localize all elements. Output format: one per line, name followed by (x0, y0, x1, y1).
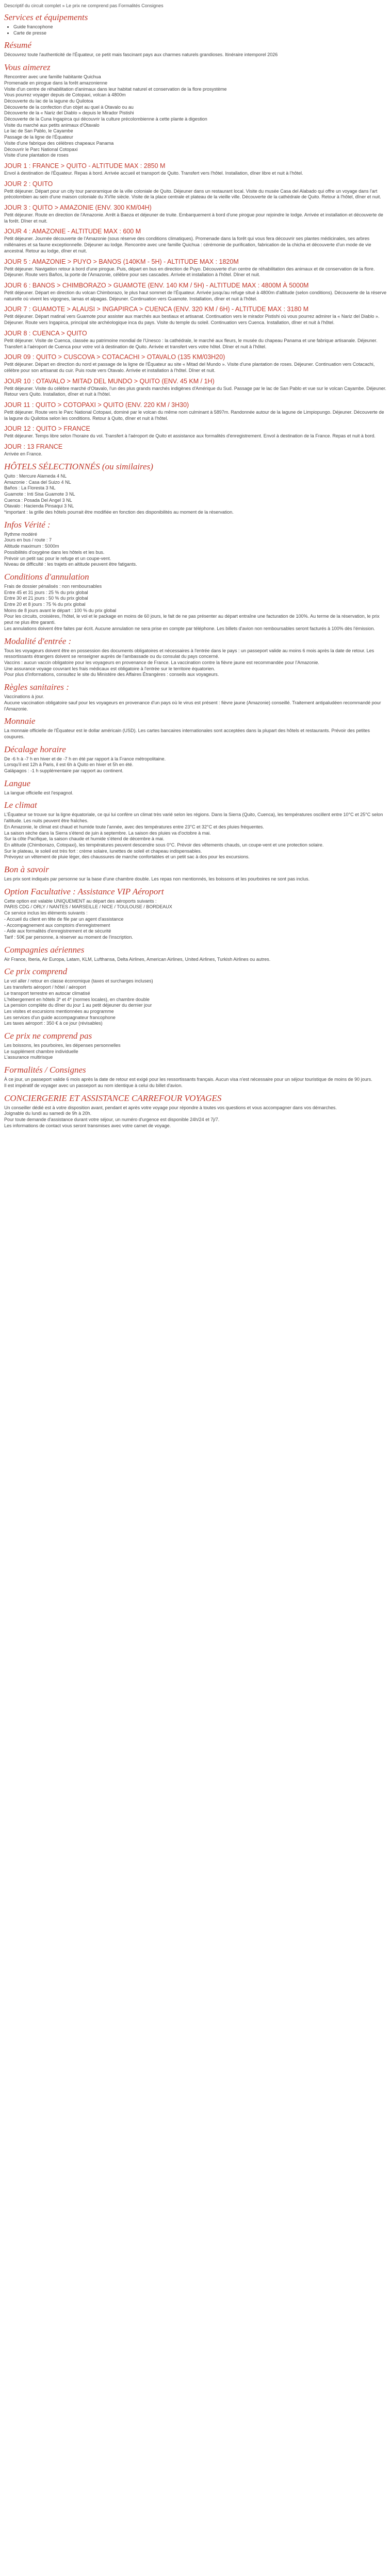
list-item: • Guide francophone (13, 24, 387, 30)
paragraph: Rythme modéré (4, 531, 38, 537)
day-title: JOUR 5 : AMAZONIE > PUYO > BANOS (140KM - 5H) - ALTITUDE MAX : 1820M (4, 258, 239, 265)
section-title: Compagnies aériennes (4, 944, 85, 955)
paragraph: Vous pourrez voyager depuis de Cotopaxi, volcan à 4800m (4, 92, 126, 98)
document-body (4, 12, 387, 1129)
day-title: JOUR : 13 FRANCE (4, 443, 63, 451)
paragraph: Visite d'un centre de réhabilitation d'animaux dans leur habitat naturel et conservation de la flore prosystème (4, 86, 227, 92)
bullet-list (4, 24, 387, 36)
paragraph: Découverte de la « Nariz del Diablo » depuis le Mirador Pistishi (4, 110, 134, 116)
section-title: Formalités / Consignes (4, 1065, 86, 1075)
paragraph: - Aide aux formalités d'enregistrement et de sécurité (4, 928, 111, 934)
paragraph: Pour plus d'informations, consultez le site du Ministère des Affaires Étrangères : conseils aux voyageurs. (4, 672, 219, 677)
paragraph: Pour les circuits, croisières, l'hôtel, le vol et le package en moins de 60 jours, le fait de ne pas présenter au départ entraîne une facturation de 100%. Au terme de la réservation, le prix peut ne plus être garanti. (4, 614, 380, 625)
section-title: Infos Vérité : (4, 519, 51, 530)
paragraph: Petit déjeuner. Temps libre selon l'horaire du vol. Transfert à l'aéroport de Quito et assistance aux formalités d'enregistrement. Envol à destination de la France. Repas et nuit à bord. (4, 433, 376, 439)
paragraph: Prévoir un petit sac pour le refuge et un coupe-vent. (4, 555, 111, 561)
paragraph: Pour toute demande d'assistance durant votre séjour, un numéro d'urgence est disponible 24h/24 et 7j/7. (4, 1116, 220, 1122)
paragraph: Entre 30 et 21 jours : 50 % du prix global (4, 596, 88, 601)
day-title: JOUR 1 : FRANCE > QUITO - ALTITUDE MAX : 2850 M (4, 162, 166, 170)
paragraph: Tous les voyageurs doivent être en possession des documents obligatoires et nécessaires à l'entrée dans le pays : un passeport valide au moins 6 mois après la date de retour. Les ressortissants étrangers doivent se renseigner auprès de l'ambassade ou du consulat du pays concerné. (4, 648, 374, 659)
section-title: Conditions d'annulation (4, 571, 89, 582)
list-item: • Carte de presse (13, 30, 387, 37)
page-content (0, 0, 391, 1132)
day-title: JOUR 6 : BANOS > CHIMBORAZO > GUAMOTE (ENV. 140 KM / 5H) - ALTITUDE MAX : 4800M À 5000M (4, 281, 309, 289)
paragraph: Otavalo : Hacienda Pinsaqui 3 NL (4, 503, 74, 509)
paragraph: Altitude maximum : 5000m (4, 544, 59, 549)
paragraph: - Accueil du client en tête de file par un agent d'assistance (4, 916, 124, 922)
breadcrumb[interactable]: Descriptif du circuit complet » Le prix ne comprend pas Formalités Consignes (4, 3, 164, 8)
paragraph: Passage de la ligne de l'Équateur (4, 134, 73, 140)
paragraph: Le lac de San Pablo, le Cayambe (4, 128, 73, 134)
paragraph: Prévoyez un vêtement de pluie léger, des chaussures de marche confortables et un petit sac à dos pour les excursions. (4, 854, 250, 860)
paragraph: Aucune vaccination obligatoire sauf pour les voyageurs en provenance d'un pays où le virus est présent : fièvre jaune (Amazonie) conseillé. Traitement antipaludéen recommandé pour l'Amazonie. (4, 700, 381, 711)
paragraph: Un conseiller dédié est à votre disposition avant, pendant et après votre voyage pour répondre à toutes vos questions et vous accompagner dans vos démarches. (4, 1105, 337, 1110)
paragraph: Petit déjeuner. Route en direction de l'Amazonie. Arrêt à Baeza et déjeuner de truite. Embarquement à bord d'une pirogue pour rejoindre le lodge. Arrivée et installation et découverte de la forêt. Dîner et nuit. (4, 212, 383, 224)
paragraph: De -6 h à -7 h en hiver et de -7 h en été par rapport à la France métropolitaine. (4, 756, 166, 761)
section-title: Modalité d'entrée : (4, 636, 72, 646)
paragraph: Sur le plateau, le soleil est très fort : crème solaire, lunettes de soleil et chapeau indispensables. (4, 848, 202, 854)
day-title: JOUR 11 : QUITO > COTOPAXI > QUITO (ENV. 220 KM / 3H30) (4, 401, 189, 409)
paragraph: Découverte de la Cuna Ingapirca qui découvrir la culture précolombienne à cette plante à digestion (4, 116, 207, 122)
paragraph: Les boissons, les pourboires, les dépenses personnelles (4, 1043, 121, 1048)
paragraph: La saison sèche dans la Sierra s'étend de juin à septembre. La saison des pluies va d'octobre à mai. (4, 830, 211, 836)
paragraph: Guamote : Inti Sisa Guamote 3 NL (4, 491, 75, 497)
paragraph: Le supplément chambre individuelle (4, 1048, 78, 1054)
section-title: Résumé (4, 40, 31, 50)
paragraph: L'Équateur se trouve sur la ligne équatoriale, ce qui lui confère un climat très varié selon les régions. Dans la Sierra (Quito, Cuenca), les températures oscillent entre 10°C et 25°C selon l'altitude. Les nuits peuvent être fraîches. (4, 812, 383, 824)
paragraph: Une assurance voyage couvrant les frais médicaux est obligatoire à l'entrée sur le territoire équatorien. (4, 666, 215, 671)
paragraph: Jours en bus / route : 7 (4, 537, 52, 543)
paragraph: La langue officielle est l'espagnol. (4, 790, 74, 795)
paragraph: Découvrir le Parc National Cotopaxi (4, 146, 78, 152)
paragraph: Moins de 8 jours avant le départ : 100 % du prix global (4, 607, 117, 613)
paragraph: Découvrez toute l'authenticité de l'Équateur, ce petit mais fascinant pays aux charmes naturels grandioses. Itinéraire intemporel 2026 (4, 52, 278, 58)
paragraph: Petit déjeuner. Départ pour un city tour panoramique de la ville coloniale de Quito. Déjeuner dans un restaurant local. Visite du musée Casa del Alabado qui offre un voyage dans l'art précolombien au sein d'une maison coloniale du XVIIe siècle. Visite de la place centrale et plateau de la vieille ville. Découverte de la cathédrale de Quito. Retour à l'hôtel, dîner et nuit. (4, 188, 381, 200)
paragraph: Ce service inclus les éléments suivants : (4, 910, 88, 916)
paragraph: Petit déjeuner. Navigation retour à bord d'une pirogue. Puis, départ en bus en direction de Puyo. Découverte d'un centre de réhabilitation des animaux et de conservation de la flore. Déjeuner. Route vers Baños, la porte de l'Amazonie, célèbre pour ses cascades. Arrivée et installation à l'hôtel. Dîner et nuit. (4, 266, 375, 278)
paragraph: Tarif : 50€ par personne, à réserver au moment de l'inscription. (4, 934, 133, 940)
paragraph: Les prix sont indiqués par personne sur la base d'une chambre double. Les repas non mentionnés, les boissons et les pourboires ne sont pas inclus. (4, 876, 310, 882)
section-title: Langue (4, 778, 30, 788)
paragraph: En altitude (Chimborazo, Cotopaxi), les températures peuvent descendre sous 0°C. Prévoir des vêtements chauds, un coupe-vent et une protection solaire. (4, 842, 324, 848)
paragraph: Le transport terrestre en autocar climatisé (4, 990, 90, 996)
paragraph: Les informations de contact vous seront transmises avec votre carnet de voyage. (4, 1123, 171, 1128)
section-title: Services et équipements (4, 12, 88, 22)
paragraph: Le vol aller / retour en classe économique (taxes et surcharges incluses) (4, 978, 153, 984)
day-title: JOUR 2 : QUITO (4, 180, 53, 188)
day-title: JOUR 3 : QUITO > AMAZONIE (ENV. 300 KM/04H) (4, 204, 152, 212)
paragraph: Visite d'une plantation de roses (4, 152, 69, 158)
paragraph: Cuenca : Posada Del Angel 3 NL (4, 497, 72, 503)
section-title: Décalage horaire (4, 744, 66, 754)
paragraph: Petit déjeuner. Visite du célèbre marché d'Otavalo, l'un des plus grands marchés indigènes d'Amérique du Sud. Passage par le lac de San Pablo et vue sur le volcan Cayambe. Déjeuner. Retour vers Quito. Installation, dîner et nuit à l'hôtel. (4, 385, 386, 397)
paragraph: Galápagos : -1 h supplémentaire par rapport au continent. (4, 768, 124, 774)
paragraph: Les annulations doivent être faites par écrit. Aucune annulation ne sera prise en compte par téléphone. Les billets d'avion non remboursables seront facturés à 100% dès l'émission. (4, 625, 375, 631)
section-title: Ce prix comprend (4, 967, 68, 977)
paragraph: Entre 45 et 31 jours : 25 % du prix global (4, 589, 88, 595)
paragraph: Air France, Iberia, Air Europa, Latam, KLM, Lufthansa, Delta Airlines, American Airlines, United Airlines, Turkish Airlines ou autres. (4, 956, 271, 962)
paragraph: Joignable du lundi au samedi de 9h à 20h. (4, 1111, 92, 1116)
paragraph: La pension complète du dîner du jour 1 au petit déjeuner du dernier jour (4, 1003, 152, 1008)
section-title: HÔTELS SÉLECTIONNÉS (ou similaires) (4, 461, 153, 471)
section-title: Bon à savoir (4, 865, 49, 875)
paragraph: Petit déjeuner. Visite de Cuenca, classée au patrimoine mondial de l'Unesco : la cathédrale, le marché aux fleurs, le musée du chapeau Panama et une fabrique artisanale. Déjeuner. Transfert à l'aéroport de Cuenca pour votre vol à destination de Quito. Arrivée et transfert vers votre hôtel. Dîner et nuit à l'hôtel. (4, 337, 378, 349)
paragraph: Envol à destination de l'Équateur. Repas à bord. Arrivée accueil et transport de Quito. Transfert vers l'hôtel. Installation, dîner libre et nuit à l'hôtel. (4, 170, 303, 176)
paragraph: Baños : La Floresta 3 NL (4, 485, 56, 491)
paragraph: Frais de dossier pénalisés : non remboursables (4, 583, 102, 589)
paragraph: Petit déjeuner. Départ matinal vers Guamote pour assister aux marchés aux bestiaux et artisanat. Continuation vers le mirador Pistishi où vous pourrez admirer la « Nariz del Diablo ». Déjeuner. Route vers Ingapirca, principal site archéologique inca du pays. Visite du temple du soleil. Continuation vers Cuenca. Installation, dîner et nuit à l'hôtel. (4, 314, 380, 326)
paragraph: Rencontrer avec une famille habitante Quichua (4, 74, 101, 80)
paragraph: Visite du marché aux petits animaux d'Otavalo (4, 122, 100, 128)
day-title: JOUR 8 : CUENCA > QUITO (4, 329, 87, 337)
paragraph: L'assurance multirisque (4, 1055, 53, 1060)
paragraph: Niveau de difficulté : les trajets en altitude peuvent être fatigants. (4, 562, 137, 567)
paragraph: - Accompagnement aux comptoirs d'enregistrement (4, 922, 110, 928)
paragraph: Il est impératif de voyager avec un passeport au nom identique à celui du billet d'avion. (4, 1082, 183, 1088)
paragraph: Les services d'un guide accompagnateur francophone (4, 1014, 116, 1020)
section-title: Monnaie (4, 716, 36, 726)
paragraph: La monnaie officielle de l'Équateur est le dollar américain (USD). Les cartes bancaires internationales sont acceptées dans la plupart des hôtels et restaurants. Prévoir des petites coupures. (4, 728, 370, 739)
paragraph: L'hébergement en hôtels 3* et 4* (normes locales), en chambre double (4, 996, 150, 1002)
paragraph: Petit déjeuner. Journée découverte de l'Amazonie (sous réserve des conditions climatiques). Promenade dans la forêt qui vous fera découvrir ses plantes médicinales, ses arbres millénaires et sa faune exceptionnelle. Déjeuner au lodge. Rencontre avec une famille Quichua : cérémonie de purification, fabrication de la chicha et découverte d'un mode de vie ancestral. Retour au lodge, dîner et nuit. (4, 236, 371, 253)
day-title: JOUR 10 : OTAVALO > MITAD DEL MUNDO > QUITO (ENV. 45 KM / 1H) (4, 377, 215, 385)
section-title: Règles sanitaires : (4, 682, 69, 692)
paragraph: À ce jour, un passeport valide 6 mois après la date de retour est exigé pour les ressortissants français. Aucun visa n'est nécessaire pour un séjour touristique de moins de 90 jours. (4, 1077, 372, 1082)
paragraph: PARIS CDG / ORLY / NANTES / MARSEILLE / NICE / TOULOUSE / BORDEAUX (4, 904, 172, 910)
paragraph: Sur la côte Pacifique, la saison chaude et humide s'étend de décembre à mai. (4, 836, 165, 842)
day-title: JOUR 12 : QUITO > FRANCE (4, 425, 90, 433)
paragraph: Vaccinations à jour. (4, 694, 44, 700)
paragraph: En Amazonie, le climat est chaud et humide toute l'année, avec des températures entre 23°C et 32°C et des pluies fréquentes. (4, 824, 264, 829)
paragraph: Quito : Mercure Alameda 4 NL (4, 473, 67, 479)
paragraph: Petit déjeuner. Route vers le Parc National Cotopaxi, dominé par le volcan du même nom culminant à 5897m. Randonnée autour de la lagune de Limpiopungo. Déjeuner. Découverte de la lagune du Quilotoa selon les conditions. Retour à Quito, dîner et nuit à l'hôtel. (4, 410, 384, 421)
section-title: Vous aimerez (4, 62, 51, 73)
paragraph: Possibilités d'oxygène dans les hôtels et les bus. (4, 549, 105, 555)
paragraph: Découverte de la confection d'un objet au quel à Otavalo ou au (4, 104, 134, 110)
section-title: Le climat (4, 800, 37, 810)
paragraph: *important : la grille des hôtels pourrait être modifiée en fonction des disponibilités au moment de la réservation. (4, 510, 234, 515)
paragraph: Amazonie : Casa del Suizo 4 NL (4, 479, 71, 485)
paragraph: Vaccins : aucun vaccin obligatoire pour les voyageurs en provenance de France. La vaccination contre la fièvre jaune est recommandée pour l'Amazonie. (4, 660, 319, 665)
paragraph: Arrivée en France. (4, 451, 43, 457)
paragraph: Les taxes aéroport : 350 € à ce jour (révisables) (4, 1021, 103, 1026)
paragraph: Petit déjeuner. Départ en direction du volcan Chimborazo, le plus haut sommet de l'Équateur. Arrivée jusqu'au refuge situé à 4800m d'altitude (selon conditions). Découverte de la réserve naturelle où vivent les vigognes, lamas et alpagas. Déjeuner. Continuation vers Guamote. Installation, dîner et nuit à l'hôtel. (4, 290, 387, 301)
paragraph: Les visites et excursions mentionnées au programme (4, 1008, 114, 1014)
day-title: JOUR 4 : AMAZONIE - ALTITUDE MAX : 600 M (4, 228, 141, 235)
paragraph: Lorsqu'il est 12h à Paris, il est 6h à Quito en hiver et 5h en été. (4, 762, 134, 768)
paragraph: Promenade en pirogue dans la forêt amazonienne (4, 80, 108, 86)
section-title: Ce prix ne comprend pas (4, 1031, 92, 1041)
day-title: JOUR 09 : QUITO > CUSCOVA > COTACACHI > OTAVALO (135 KM/03H20) (4, 353, 225, 361)
section-title: Option Facultative : Assistance VIP Aéroport (4, 886, 164, 896)
paragraph: Visite d'une fabrique des célèbres chapeaux Panama (4, 140, 114, 146)
paragraph: Cette option est valable UNIQUEMENT au départ des aéroports suivants : (4, 898, 157, 904)
paragraph: Entre 20 et 8 jours : 75 % du prix global (4, 602, 86, 607)
day-title: JOUR 7 : GUAMOTE > ALAUSI > INGAPIRCA > CUENCA (ENV. 320 KM / 6H) - ALTITUDE MAX : 3180 M (4, 306, 309, 313)
paragraph: Découverte du lac de la lagune du Quilotoa (4, 98, 93, 104)
section-title: CONCIERGERIE ET ASSISTANCE CARREFOUR VOYAGES (4, 1093, 222, 1103)
paragraph: Petit déjeuner. Départ en direction du nord et passage de la ligne de l'Équateur au site « Mitad del Mundo ». Visite d'une plantation de roses. Déjeuner. Continuation vers Cotacachi, célèbre pour son artisanat du cuir. Puis route vers Otavalo. Arrivée et installation à l'hôtel. Dîner et nuit. (4, 362, 375, 373)
paragraph: Les transferts aéroport / hôtel / aéroport (4, 985, 86, 990)
